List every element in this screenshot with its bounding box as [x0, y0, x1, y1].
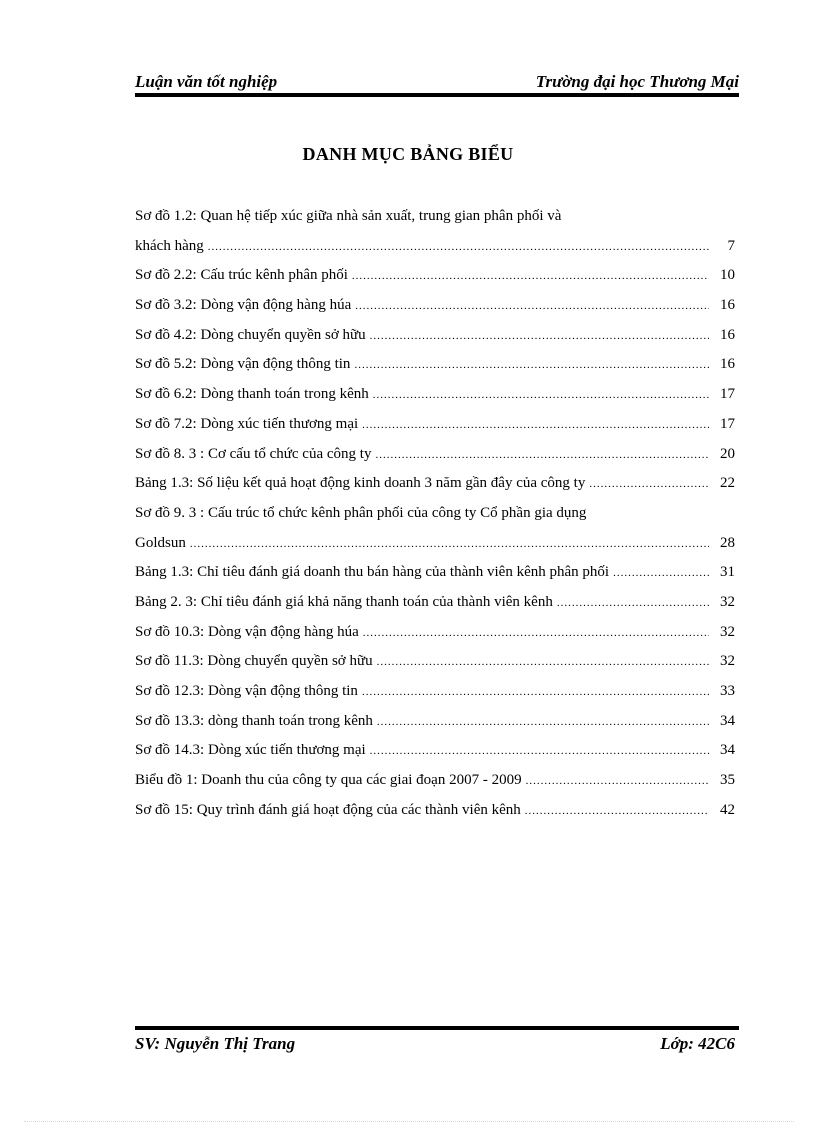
toc-entry-title: Sơ đồ 2.2: Cấu trúc kênh phân phối [135, 267, 348, 284]
toc-entry-title: Sơ đồ 11.3: Dòng chuyển quyền sở hữu [135, 653, 373, 670]
toc-entry[interactable] [135, 350, 735, 380]
toc-page-number: 42 [720, 801, 735, 818]
toc-entry[interactable] [135, 677, 735, 707]
header-divider [135, 93, 739, 97]
toc-entry-title-continued: Goldsun [135, 534, 186, 551]
toc-entry-title: Sơ đồ 5.2: Dòng vận động thông tin [135, 356, 351, 373]
toc-entry-title: Sơ đồ 1.2: Quan hệ tiếp xúc giữa nhà sản xuất, trung gian phân phối và [135, 208, 562, 224]
toc-page-number: 33 [720, 683, 735, 699]
toc-page-number: 34 [720, 712, 735, 729]
toc-entry[interactable] [135, 380, 735, 410]
table-of-figures [135, 202, 735, 825]
dot-leader [613, 559, 709, 589]
toc-page-number: 17 [720, 386, 735, 403]
dot-leader [375, 441, 709, 471]
toc-entry-title: Sơ đồ 3.2: Dòng vận động hàng húa [135, 297, 352, 314]
page-title: DANH MỤC BẢNG BIỂU [302, 144, 514, 164]
dot-leader [354, 351, 709, 381]
toc-page-number: 16 [720, 326, 735, 343]
toc-entry-title: Bảng 2. 3: Chỉ tiêu đánh giá khả năng thanh toán của thành viên kênh [135, 593, 553, 610]
toc-entry-title: Sơ đồ 15: Quy trình đánh giá hoạt động của các thành viên kênh [135, 801, 521, 818]
toc-entry[interactable] [135, 440, 735, 470]
dot-leader [370, 737, 709, 767]
toc-entry-title: Sơ đồ 7.2: Dòng xúc tiến thương mại [135, 415, 359, 432]
dot-leader [190, 530, 709, 560]
page-header [135, 72, 739, 94]
toc-entry[interactable] [135, 618, 735, 648]
toc-entry-title: Sơ đồ 4.2: Dòng chuyển quyền sở hữu [135, 326, 366, 343]
toc-page-number: 32 [720, 623, 735, 640]
dot-leader [526, 767, 709, 797]
toc-entry-title: Sơ đồ 10.3: Dòng vận động hàng húa [135, 623, 359, 640]
dot-leader [208, 233, 709, 263]
dot-leader [355, 292, 709, 322]
toc-entry-first-line [135, 202, 735, 232]
footer-class: Lớp: 42C6 [660, 1034, 735, 1053]
toc-entry-title: Biểu đồ 1: Doanh thu của công ty qua các giai đoạn 2007 - 2009 [135, 772, 522, 789]
toc-entry[interactable] [135, 647, 735, 677]
toc-entry-first-line [135, 499, 735, 529]
toc-page-number: 10 [720, 267, 735, 284]
dot-leader [352, 262, 709, 292]
toc-entry-title: Sơ đồ 8. 3 : Cơ cấu tổ chức của công ty [135, 445, 372, 462]
dot-leader [525, 797, 709, 827]
dot-leader [373, 381, 709, 411]
toc-entry-title: Sơ đồ 14.3: Dòng xúc tiến thương mại [135, 742, 366, 759]
toc-page-number: 20 [720, 445, 735, 462]
toc-entry[interactable] [135, 558, 735, 588]
toc-entry[interactable] [135, 232, 735, 262]
toc-page-number: 35 [720, 772, 735, 789]
toc-page-number: 31 [720, 564, 735, 581]
toc-entry[interactable] [135, 469, 735, 499]
page-footer [135, 1034, 735, 1056]
dot-leader [377, 648, 709, 678]
toc-entry[interactable] [135, 707, 735, 737]
page-edge [24, 1121, 794, 1122]
toc-page-number: 16 [720, 356, 735, 373]
toc-entry[interactable] [135, 321, 735, 351]
toc-page-number: 28 [720, 534, 735, 551]
dot-leader [370, 322, 709, 352]
footer-student-name: SV: Nguyễn Thị Trang [135, 1034, 296, 1053]
toc-entry-title: Sơ đồ 6.2: Dòng thanh toán trong kênh [135, 386, 369, 403]
toc-entry[interactable] [135, 291, 735, 321]
toc-page-number: 32 [720, 653, 735, 670]
toc-page-number: 17 [720, 415, 735, 432]
dot-leader [377, 708, 709, 738]
header-thesis-label: Luận văn tốt nghiệp [135, 72, 278, 91]
toc-entry[interactable] [135, 736, 735, 766]
toc-entry-title: Sơ đồ 12.3: Dòng vận động thông tin [135, 683, 358, 699]
toc-page-number: 34 [720, 742, 735, 759]
dot-leader [363, 619, 709, 649]
toc-entry-title-continued: khách hàng [135, 237, 204, 254]
toc-entry[interactable] [135, 410, 735, 440]
toc-entry[interactable] [135, 766, 735, 796]
toc-entry[interactable] [135, 529, 735, 559]
toc-entry-title: Bảng 1.3: Số liệu kết quả hoạt động kinh doanh 3 năm gần đây của công ty [135, 475, 586, 492]
dot-leader [589, 470, 709, 500]
footer-divider [135, 1026, 739, 1030]
header-university: Trường đại học Thương Mại [535, 72, 739, 91]
dot-leader [362, 678, 709, 708]
toc-entry-title: Sơ đồ 9. 3 : Cấu trúc tổ chức kênh phân phối của công ty Cổ phần gia dụng [135, 504, 587, 521]
toc-page-number: 7 [727, 237, 735, 254]
toc-entry[interactable] [135, 261, 735, 291]
dot-leader [362, 411, 709, 441]
toc-entry-title: Bảng 1.3: Chỉ tiêu đánh giá doanh thu bán hàng của thành viên kênh phân phối [135, 564, 610, 581]
toc-entry-title: Sơ đồ 13.3: dòng thanh toán trong kênh [135, 712, 373, 729]
toc-page-number: 16 [720, 297, 735, 314]
toc-entry[interactable] [135, 796, 735, 826]
toc-page-number: 22 [720, 475, 735, 492]
toc-entry[interactable] [135, 588, 735, 618]
toc-page-number: 32 [720, 593, 735, 610]
dot-leader [557, 589, 709, 619]
